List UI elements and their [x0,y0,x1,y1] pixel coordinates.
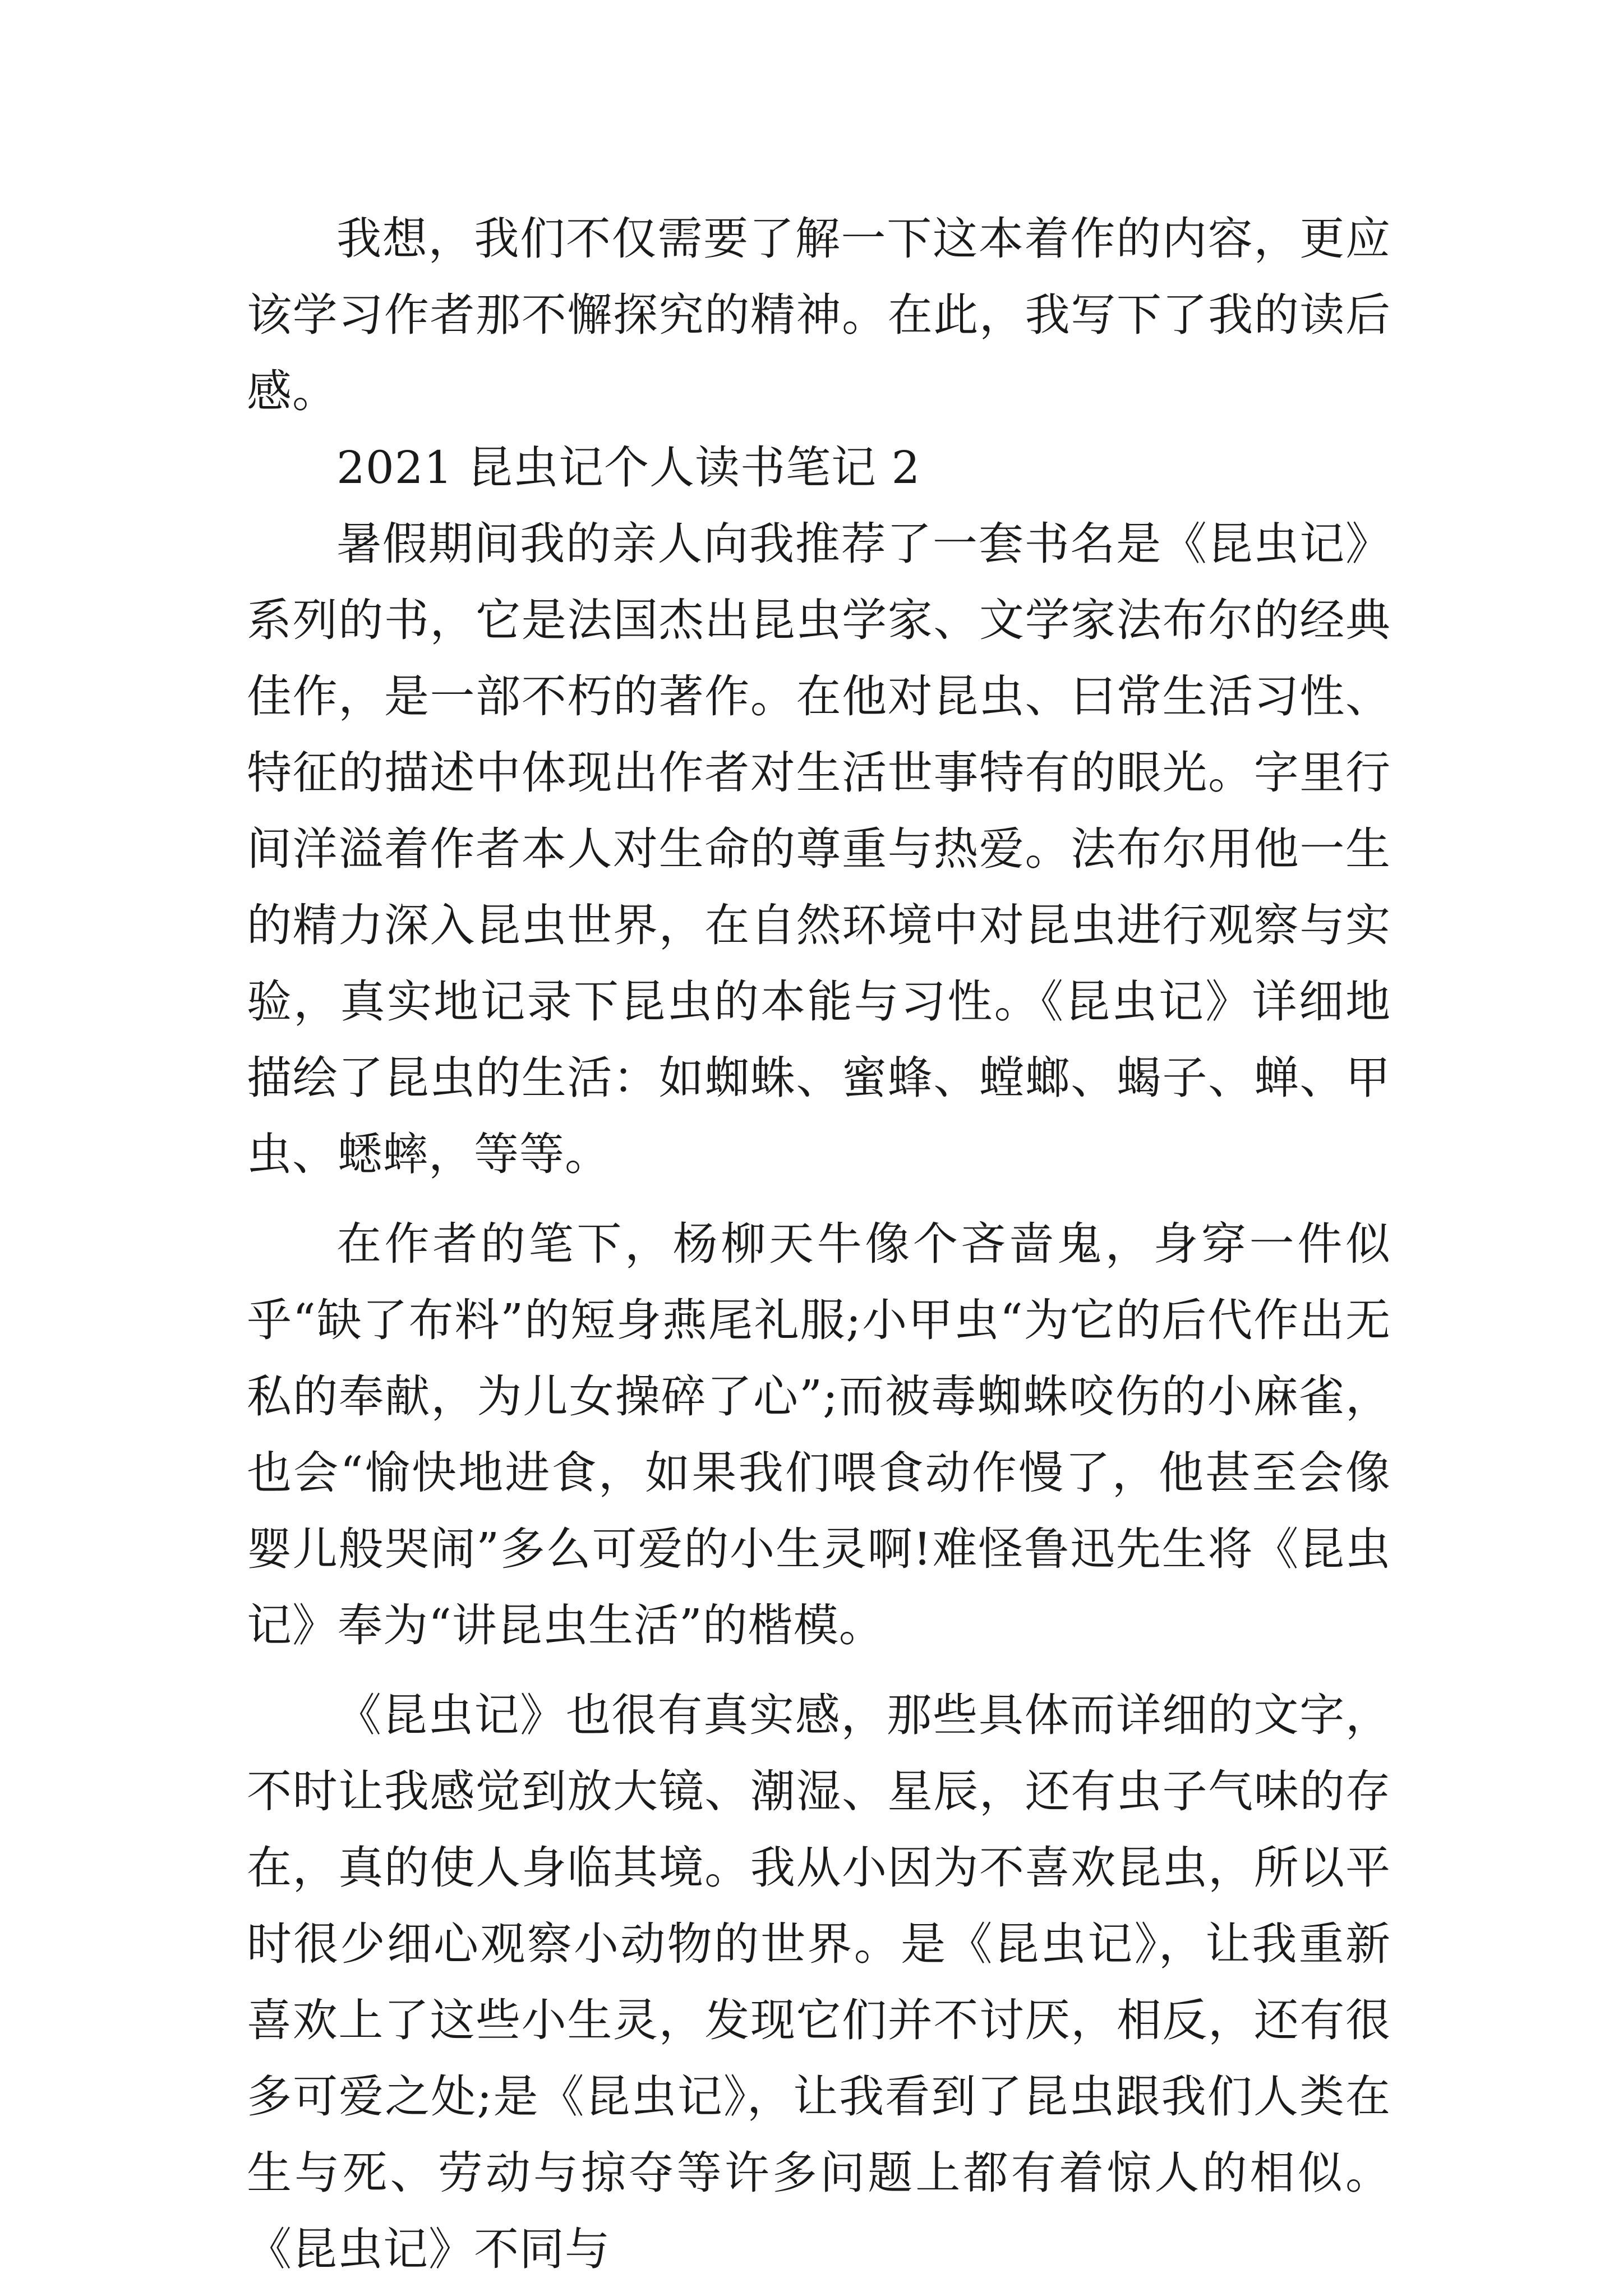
section-heading: 2021 昆虫记个人读书笔记 2 [336,441,921,494]
paragraph-summer-book: 暑假期间我的亲人向我推荐了一套书名是《昆虫记》系列的书，它是法国杰出昆虫学家、文学家法布尔的经典佳作，是一部不朽的著作。在他对昆虫、曰常生活习性、特征的描述中体现出作者对生活世事特有的眼光。字里行间洋溢着作者本人对生命的尊重与热爱。法布尔用他一生的精力深入昆虫世界，在自然环境中对昆虫进行观察与实验，真实地记录下昆虫的本能与习性。《昆虫记》详细地描绘了昆虫的生活：如蜘蛛、蜜蜂、螳螂、蝎子、蝉、甲虫、蟋蟀，等等。 [247,518,1391,1180]
paragraph-realism: 《昆虫记》也很有真实感，那些具体而详细的文字，不时让我感觉到放大镜、潮湿、星辰，还有虫子气味的存在，真的使人身临其境。我从小因为不喜欢昆虫，所以平时很少细心观察小动物的世界。是《昆虫记》，让我重新喜欢上了这些小生灵，发现它们并不讨厌，相反，还有很多可爱之处;是《昆虫记》，让我看到了昆虫跟我们人类在生与死、劳动与掠夺等许多问题上都有着惊人的相似。《昆虫记》不同与 [247,1689,1391,2275]
paragraph-author-pen: 在作者的笔下，杨柳天牛像个吝啬鬼，身穿一件似乎“缺了布料”的短身燕尾礼服;小甲虫“为它的后代作出无私的奉献，为儿女操碎了心”;而被毒蜘蛛咬伤的小麻雀，也会“愉快地进食，如果我们喂食动作慢了，他甚至会像婴儿般哭闹”多么可爱的小生灵啊!难怪鲁迅先生将《昆虫记》奉为“讲昆虫生活”的楷模。 [247,1218,1391,1651]
paragraph-intro-closing: 我想，我们不仅需要了解一下这本着作的内容，更应该学习作者那不懈探究的精神。在此，我写下了我的读后感。 [247,213,1391,417]
document-body [247,201,1391,2288]
